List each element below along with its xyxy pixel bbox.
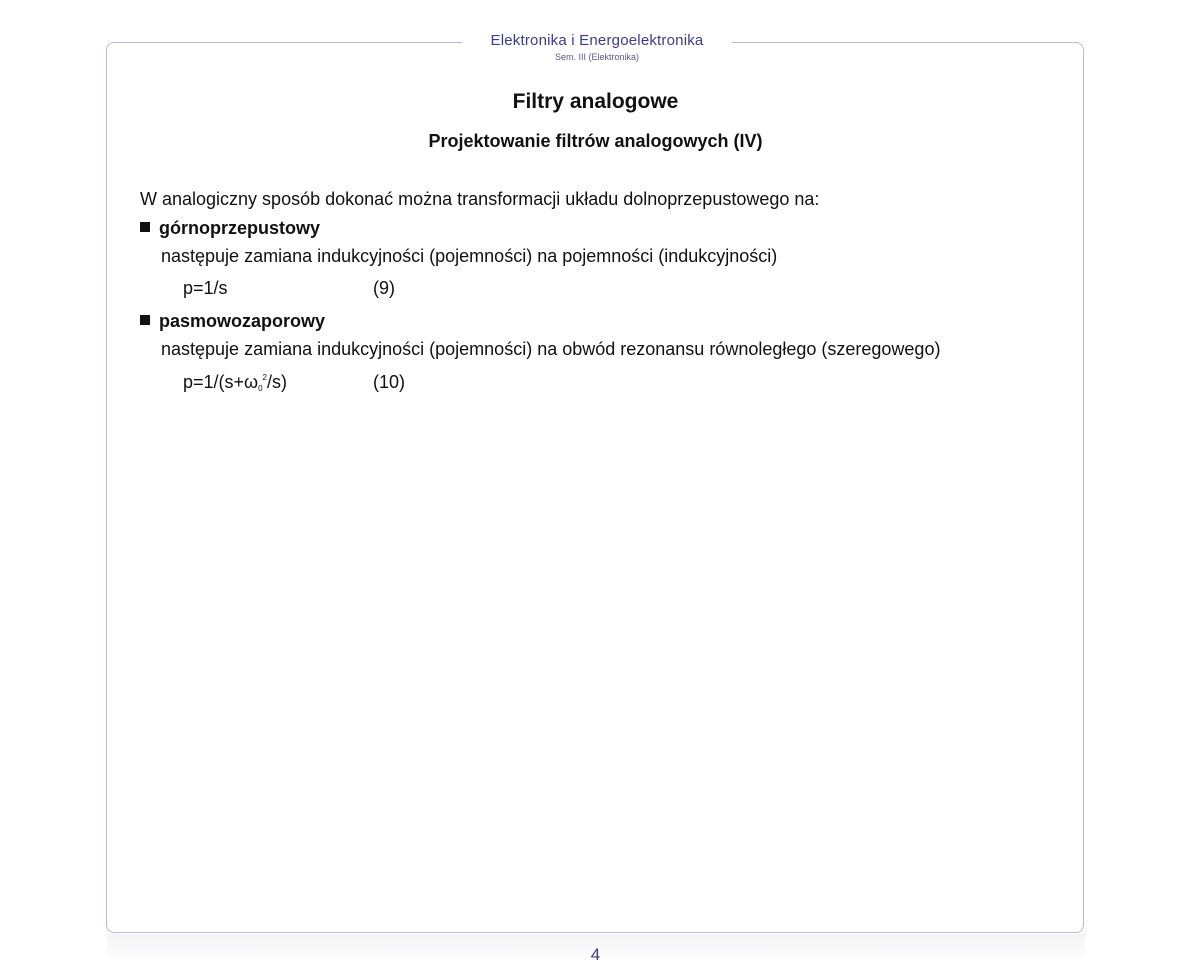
bullet-item-highpass: [140, 218, 320, 239]
formula: p=1/s: [183, 278, 228, 298]
formula: [183, 372, 287, 393]
bullet-heading: pasmowozaporowy: [159, 311, 326, 331]
page-number: 4: [590, 945, 601, 964]
equation-number: (10): [373, 372, 406, 392]
bullet-heading: górnoprzepustowy: [159, 218, 320, 238]
course-title: Elektronika i Energoelektronika: [490, 32, 704, 49]
bullet-description: następuje zamiana indukcyjności (pojemności) na obwód rezonansu równoległego (szeregowego): [161, 339, 941, 359]
slide-title: Filtry analogowe: [512, 90, 679, 113]
formula-prefix: p=1/(s+ω: [183, 372, 259, 392]
bullet-item-bandstop: [140, 311, 325, 332]
intro-text: W analogiczny sposób dokonać można transformacji układu dolnoprzepustowego na:: [140, 189, 820, 209]
square-bullet-icon: [140, 222, 150, 232]
slide-frame: [106, 42, 1084, 933]
formula-subscript: 0: [258, 384, 263, 393]
course-subtitle: Sem. III (Elektronika): [554, 52, 640, 62]
formula-suffix: /s): [267, 372, 287, 392]
bullet-description: następuje zamiana indukcyjności (pojemności) na pojemności (indukcyjności): [161, 246, 778, 266]
slide-subtitle: Projektowanie filtrów analogowych (IV): [428, 131, 763, 151]
course-header: [462, 30, 732, 70]
equation-number: (9): [373, 278, 395, 298]
square-bullet-icon: [140, 315, 150, 325]
formula-superscript: 2: [262, 373, 267, 382]
